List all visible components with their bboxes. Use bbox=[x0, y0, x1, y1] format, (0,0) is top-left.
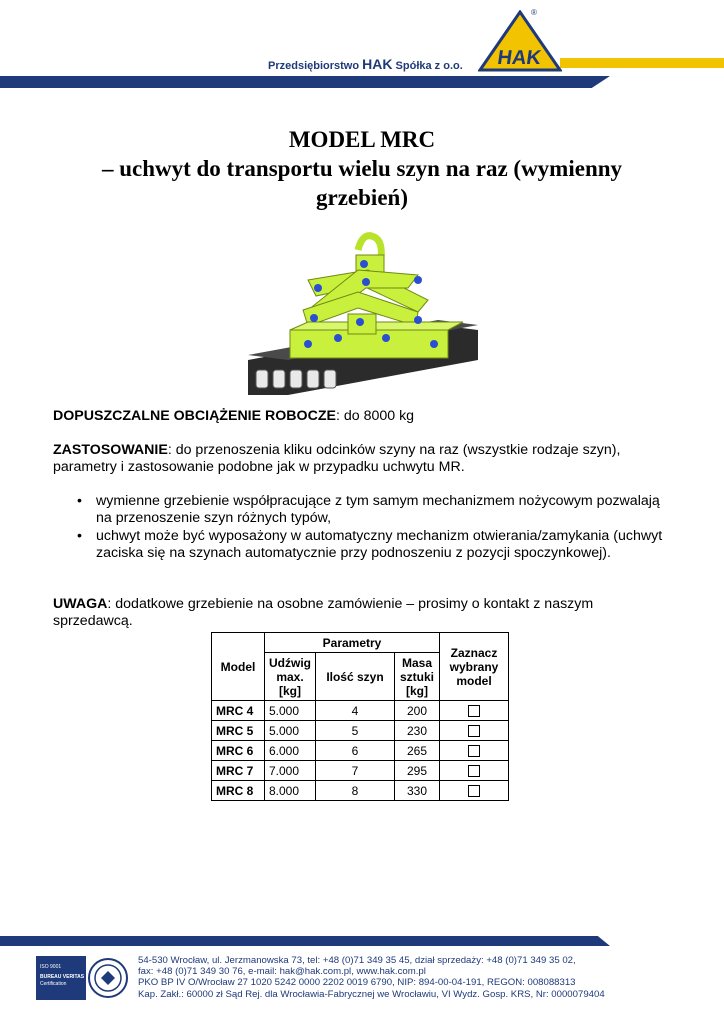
header-accent-bar bbox=[560, 58, 724, 68]
cell-capacity: 8.000 bbox=[265, 781, 316, 801]
cell-weight: 295 bbox=[395, 761, 440, 781]
cell-model: MRC 4 bbox=[212, 701, 265, 721]
svg-text:Certification: Certification bbox=[40, 981, 67, 987]
cell-capacity: 5.000 bbox=[265, 721, 316, 741]
company-name: Przedsiębiorstwo HAK Spółka z o.o. bbox=[268, 56, 463, 72]
footer-contact bbox=[138, 955, 605, 1000]
cell-model: MRC 5 bbox=[212, 721, 265, 741]
model-parameters-table bbox=[211, 632, 509, 801]
hak-logo-icon bbox=[478, 10, 562, 72]
column-header-capacity: Udźwig max. [kg] bbox=[265, 653, 316, 701]
table-row bbox=[212, 761, 509, 781]
cell-model: MRC 7 bbox=[212, 761, 265, 781]
cell-weight: 265 bbox=[395, 741, 440, 761]
select-checkbox[interactable] bbox=[468, 705, 480, 717]
table-row bbox=[212, 721, 509, 741]
cell-rail-count: 5 bbox=[316, 721, 395, 741]
cell-select bbox=[440, 701, 509, 721]
cell-model: MRC 8 bbox=[212, 781, 265, 801]
feature-list bbox=[53, 493, 673, 563]
footer-line: 54-530 Wrocław, ul. Jerzmanowska 73, tel: +48 (0)71 349 35 45, dział sprzedaży: +48 (0)71 349 35 02, bbox=[138, 955, 576, 966]
application-paragraph: ZASTOSOWANIE: do przenoszenia kliku odcinków szyny na raz (wszystkie rodzaje szyn), parametry i zastosowanie podobne jak w przypadku uchwytu MR. bbox=[53, 442, 621, 475]
svg-text:BUREAU VERITAS: BUREAU VERITAS bbox=[40, 974, 85, 980]
table-row bbox=[212, 741, 509, 761]
cell-select bbox=[440, 781, 509, 801]
cell-select bbox=[440, 761, 509, 781]
cell-rail-count: 8 bbox=[316, 781, 395, 801]
title-line-1: MODEL MRC bbox=[288, 127, 436, 152]
note-paragraph: UWAGA: dodatkowe grzebienie na osobne zamówienie – prosimy o kontakt z naszym sprzedawcą. bbox=[53, 596, 594, 629]
registered-mark: ® bbox=[531, 8, 537, 17]
column-header-model: Model bbox=[212, 633, 265, 701]
title-line-2: – uchwyt do transportu wielu szyn na raz (wymienny grzebień) bbox=[101, 156, 623, 210]
certification-badge-icon bbox=[36, 956, 128, 1000]
footer-line: Kap. Zakł.: 60000 zł Sąd Rej. dla Wrocławia-Fabrycznej we Wrocławiu, VI Wydz. Gosp. KRS, Nr: 0000079404 bbox=[138, 988, 605, 1000]
column-header-weight: Masa sztuki [kg] bbox=[395, 653, 440, 701]
cell-rail-count: 7 bbox=[316, 761, 395, 781]
column-header-parameters: Parametry bbox=[265, 633, 440, 653]
cell-capacity: 6.000 bbox=[265, 741, 316, 761]
table-row bbox=[212, 781, 509, 801]
cell-model: MRC 6 bbox=[212, 741, 265, 761]
svg-text:HAK: HAK bbox=[496, 47, 543, 69]
cell-select bbox=[440, 721, 509, 741]
cell-weight: 200 bbox=[395, 701, 440, 721]
cell-capacity: 7.000 bbox=[265, 761, 316, 781]
cell-rail-count: 4 bbox=[316, 701, 395, 721]
cell-rail-count: 6 bbox=[316, 741, 395, 761]
page-title bbox=[60, 125, 664, 212]
cell-select bbox=[440, 741, 509, 761]
cell-capacity: 5.000 bbox=[265, 701, 316, 721]
cell-weight: 330 bbox=[395, 781, 440, 801]
cell-weight: 230 bbox=[395, 721, 440, 741]
header-bar bbox=[0, 76, 610, 88]
column-header-rail-count: Ilość szyn bbox=[316, 653, 395, 701]
footer-bar bbox=[0, 936, 610, 946]
select-checkbox[interactable] bbox=[468, 745, 480, 757]
working-load-paragraph: DOPUSZCZALNE OBCIĄŻENIE ROBOCZE: do 8000 kg bbox=[53, 408, 415, 424]
select-checkbox[interactable] bbox=[468, 785, 480, 797]
footer-line: PKO BP IV O/Wrocław 27 1020 5242 0000 2202 0019 6790, NIP: 894-00-04-191, REGON: 008088313 bbox=[138, 977, 576, 989]
list-item: • wymienne grzebienie współpracujące z tym samym mechanizmem nożycowym pozwalają na przenoszenie szyn różnych typów, bbox=[77, 493, 660, 526]
rail-lifting-clamp-illustration bbox=[248, 230, 478, 395]
column-header-select: Zaznacz wybrany model bbox=[440, 633, 509, 701]
table-row bbox=[212, 701, 509, 721]
footer-line: fax: +48 (0)71 349 30 76, e-mail: hak@hak.com.pl, www.hak.com.pl bbox=[138, 966, 426, 978]
select-checkbox[interactable] bbox=[468, 725, 480, 737]
select-checkbox[interactable] bbox=[468, 765, 480, 777]
svg-text:ISO 9001: ISO 9001 bbox=[40, 964, 62, 970]
list-item: • uchwyt może być wyposażony w automatyczny mechanizm otwierania/zamykania (uchwyt zaciska się na szynach automatycznie przy podnoszeniu z pozycji spoczynkowej). bbox=[77, 528, 663, 561]
